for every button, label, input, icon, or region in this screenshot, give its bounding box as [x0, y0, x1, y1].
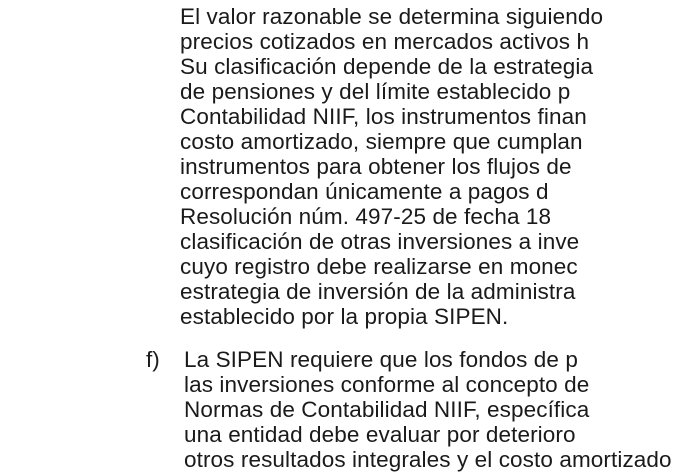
paragraph-line: estrategia de inversión de la administra	[180, 279, 576, 304]
paragraph-line: clasificación de otras inversiones a inve	[180, 229, 580, 254]
paragraph-line: cuyo registro debe realizarse en monec	[180, 254, 578, 279]
list-marker: f)	[146, 347, 160, 372]
paragraph-line: establecido por la propia SIPEN.	[180, 304, 509, 329]
paragraph-line: de pensiones y del límite establecido p	[180, 79, 571, 104]
paragraph-line: correspondan únicamente a pagos d	[180, 179, 549, 204]
list-item-line: las inversiones conforme al concepto de	[184, 372, 590, 397]
paragraph-line: costo amortizado, siempre que cumplan	[180, 129, 583, 154]
list-item-line: La SIPEN requiere que los fondos de p	[184, 347, 578, 372]
list-item-line: una entidad debe evaluar por deterioro	[184, 422, 576, 447]
paragraph-line: Resolución núm. 497-25 de fecha 18	[180, 204, 552, 229]
paragraph-line: precios cotizados en mercados activos h	[180, 29, 590, 54]
paragraph-line: El valor razonable se determina siguiendo	[180, 4, 604, 29]
paragraph-line: Contabilidad NIIF, los instrumentos finan	[180, 104, 587, 129]
list-item-line: Normas de Contabilidad NIIF, específica	[184, 397, 590, 422]
list-item-line: otros resultados integrales y el costo amortizado	[184, 447, 672, 472]
paragraph-line: Su clasificación depende de la estrategia	[180, 54, 594, 79]
paragraph-line: instrumentos para obtener los flujos de	[180, 154, 572, 179]
